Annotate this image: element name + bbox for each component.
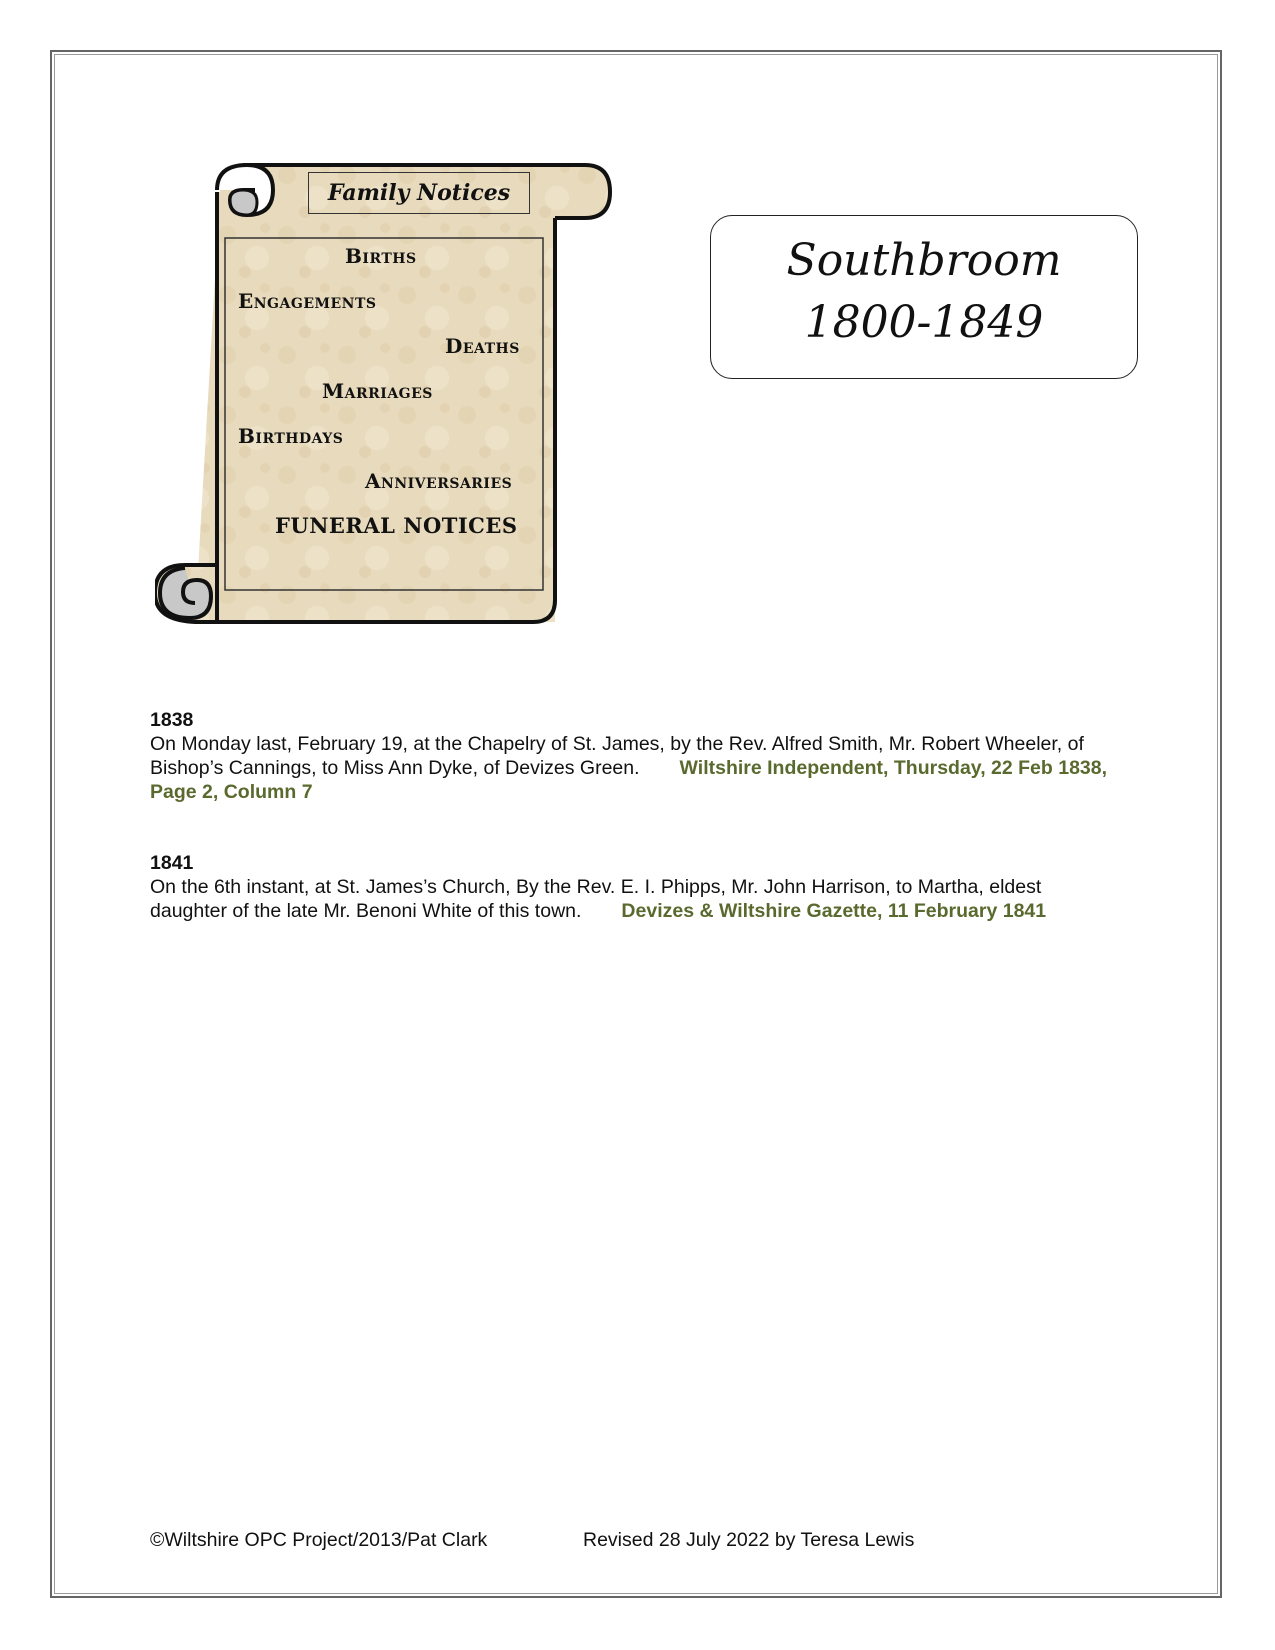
notice-type-marriages: Marriages xyxy=(322,379,433,403)
notice-year: 1841 xyxy=(150,852,194,874)
notice-type-funeral-notices: FUNERAL NOTICES xyxy=(275,513,518,538)
notice-year: 1838 xyxy=(150,709,194,731)
notice-entry-1841 xyxy=(150,851,1110,923)
notice-type-deaths: Deaths xyxy=(445,334,520,358)
notice-type-births: Births xyxy=(345,244,417,268)
notice-text: On the 6th instant, at St. James’s Church, By the Rev. E. I. Phipps, Mr. John Harrison, to Martha, eldest daughter of the late Mr. Benoni White of this town. xyxy=(150,876,1042,922)
title-years: 1800-1849 xyxy=(804,297,1044,348)
scroll-heading: Family Notices xyxy=(308,172,530,214)
notice-entry-1838 xyxy=(150,708,1110,804)
notice-source: Wiltshire Independent, Thursday, 22 Feb 1838, Page 2, Column 7 xyxy=(150,757,1108,803)
notice-type-anniversaries: Anniversaries xyxy=(365,469,513,493)
notice-text: On Monday last, February 19, at the Chapelry of St. James, by the Rev. Alfred Smith, Mr. Robert Wheeler, of Bishop’s Cannings, to Miss Ann Dyke, of Devizes Green. xyxy=(150,733,1084,779)
notice-source: Devizes & Wiltshire Gazette, 11 February 1841 xyxy=(621,900,1047,922)
footer-copyright: ©Wiltshire OPC Project/2013/Pat Clark xyxy=(150,1529,488,1551)
title-box xyxy=(710,215,1138,379)
scroll-parchment xyxy=(155,160,640,650)
family-notices-scroll xyxy=(155,160,640,650)
notice-type-engagements: Engagements xyxy=(238,289,377,313)
footer-revised: Revised 28 July 2022 by Teresa Lewis xyxy=(583,1529,915,1551)
notice-type-birthdays: Birthdays xyxy=(238,424,344,448)
title-place: Southbroom xyxy=(786,235,1062,286)
